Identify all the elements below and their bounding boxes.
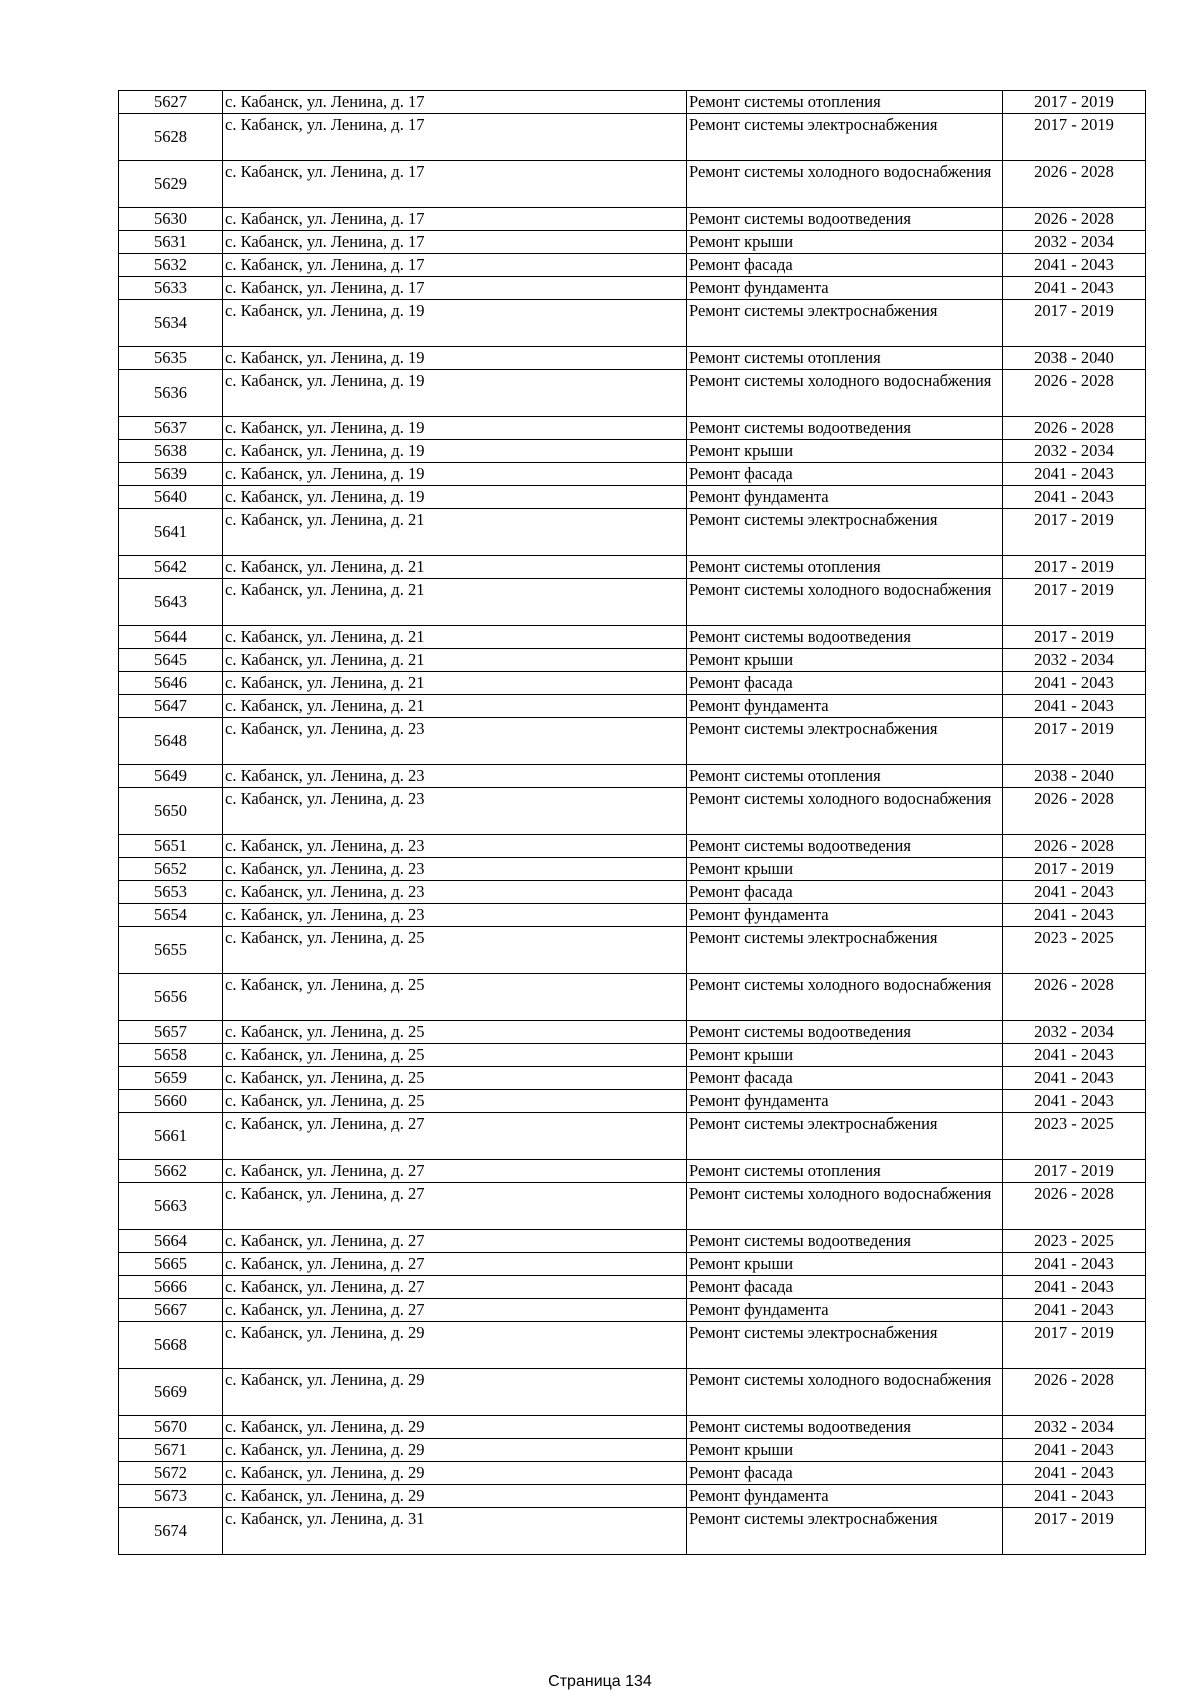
table-row <box>119 835 1146 858</box>
work-type-cell: Ремонт фасада <box>687 1462 1003 1485</box>
address-cell: с. Кабанск, ул. Ленина, д. 19 <box>223 347 687 370</box>
row-number-cell: 5660 <box>119 1090 223 1113</box>
work-type-cell: Ремонт фундамента <box>687 486 1003 509</box>
row-number-cell: 5627 <box>119 91 223 114</box>
work-type-cell: Ремонт фундамента <box>687 1485 1003 1508</box>
work-type-cell: Ремонт фундамента <box>687 277 1003 300</box>
table-row <box>119 649 1146 672</box>
table-row <box>119 1160 1146 1183</box>
years-cell: 2026 - 2028 <box>1003 835 1146 858</box>
work-type-cell: Ремонт фасада <box>687 672 1003 695</box>
table-row <box>119 695 1146 718</box>
address-cell: с. Кабанск, ул. Ленина, д. 29 <box>223 1322 687 1369</box>
table-row <box>119 1276 1146 1299</box>
row-number-cell: 5630 <box>119 208 223 231</box>
table-row <box>119 858 1146 881</box>
row-number-cell: 5635 <box>119 347 223 370</box>
years-cell: 2026 - 2028 <box>1003 208 1146 231</box>
table-row <box>119 91 1146 114</box>
years-cell: 2041 - 2043 <box>1003 254 1146 277</box>
years-cell: 2041 - 2043 <box>1003 695 1146 718</box>
years-cell: 2032 - 2034 <box>1003 440 1146 463</box>
address-cell: с. Кабанск, ул. Ленина, д. 23 <box>223 835 687 858</box>
row-number-cell: 5653 <box>119 881 223 904</box>
address-cell: с. Кабанск, ул. Ленина, д. 27 <box>223 1299 687 1322</box>
years-cell: 2041 - 2043 <box>1003 1276 1146 1299</box>
years-cell: 2017 - 2019 <box>1003 114 1146 161</box>
table-row <box>119 463 1146 486</box>
years-cell: 2023 - 2025 <box>1003 1113 1146 1160</box>
work-type-cell: Ремонт фасада <box>687 254 1003 277</box>
row-number-cell: 5652 <box>119 858 223 881</box>
address-cell: с. Кабанск, ул. Ленина, д. 17 <box>223 254 687 277</box>
row-number-cell: 5670 <box>119 1416 223 1439</box>
work-type-cell: Ремонт системы электроснабжения <box>687 114 1003 161</box>
row-number-cell: 5667 <box>119 1299 223 1322</box>
years-cell: 2023 - 2025 <box>1003 927 1146 974</box>
row-number-cell: 5644 <box>119 626 223 649</box>
years-cell: 2041 - 2043 <box>1003 1067 1146 1090</box>
years-cell: 2026 - 2028 <box>1003 1183 1146 1230</box>
work-type-cell: Ремонт системы холодного водоснабжения <box>687 579 1003 626</box>
years-cell: 2032 - 2034 <box>1003 649 1146 672</box>
address-cell: с. Кабанск, ул. Ленина, д. 21 <box>223 509 687 556</box>
years-cell: 2017 - 2019 <box>1003 300 1146 347</box>
work-type-cell: Ремонт крыши <box>687 1253 1003 1276</box>
years-cell: 2041 - 2043 <box>1003 672 1146 695</box>
work-type-cell: Ремонт системы отопления <box>687 1160 1003 1183</box>
work-type-cell: Ремонт системы электроснабжения <box>687 509 1003 556</box>
work-type-cell: Ремонт фасада <box>687 1276 1003 1299</box>
row-number-cell: 5638 <box>119 440 223 463</box>
address-cell: с. Кабанск, ул. Ленина, д. 27 <box>223 1113 687 1160</box>
years-cell: 2017 - 2019 <box>1003 1322 1146 1369</box>
row-number-cell: 5632 <box>119 254 223 277</box>
row-number-cell: 5658 <box>119 1044 223 1067</box>
table-row <box>119 556 1146 579</box>
table-row <box>119 208 1146 231</box>
row-number-cell: 5637 <box>119 417 223 440</box>
address-cell: с. Кабанск, ул. Ленина, д. 31 <box>223 1508 687 1555</box>
years-cell: 2041 - 2043 <box>1003 1299 1146 1322</box>
row-number-cell: 5633 <box>119 277 223 300</box>
work-type-cell: Ремонт системы холодного водоснабжения <box>687 1183 1003 1230</box>
row-number-cell: 5628 <box>119 114 223 161</box>
table-row <box>119 1416 1146 1439</box>
work-type-cell: Ремонт системы электроснабжения <box>687 1508 1003 1555</box>
row-number-cell: 5654 <box>119 904 223 927</box>
years-cell: 2041 - 2043 <box>1003 277 1146 300</box>
row-number-cell: 5672 <box>119 1462 223 1485</box>
years-cell: 2017 - 2019 <box>1003 858 1146 881</box>
table-row <box>119 1230 1146 1253</box>
row-number-cell: 5659 <box>119 1067 223 1090</box>
address-cell: с. Кабанск, ул. Ленина, д. 23 <box>223 881 687 904</box>
address-cell: с. Кабанск, ул. Ленина, д. 17 <box>223 91 687 114</box>
table-row <box>119 1090 1146 1113</box>
table-row <box>119 1485 1146 1508</box>
years-cell: 2041 - 2043 <box>1003 1439 1146 1462</box>
address-cell: с. Кабанск, ул. Ленина, д. 29 <box>223 1485 687 1508</box>
table-row <box>119 1067 1146 1090</box>
page-number: Страница 134 <box>548 1673 652 1690</box>
work-type-cell: Ремонт крыши <box>687 649 1003 672</box>
address-cell: с. Кабанск, ул. Ленина, д. 21 <box>223 626 687 649</box>
work-type-cell: Ремонт фундамента <box>687 695 1003 718</box>
row-number-cell: 5655 <box>119 927 223 974</box>
row-number-cell: 5665 <box>119 1253 223 1276</box>
row-number-cell: 5646 <box>119 672 223 695</box>
years-cell: 2017 - 2019 <box>1003 1508 1146 1555</box>
address-cell: с. Кабанск, ул. Ленина, д. 23 <box>223 788 687 835</box>
address-cell: с. Кабанск, ул. Ленина, д. 21 <box>223 695 687 718</box>
table-row <box>119 904 1146 927</box>
work-type-cell: Ремонт системы отопления <box>687 91 1003 114</box>
address-cell: с. Кабанск, ул. Ленина, д. 19 <box>223 486 687 509</box>
table-row <box>119 1322 1146 1369</box>
work-type-cell: Ремонт системы электроснабжения <box>687 1322 1003 1369</box>
years-cell: 2041 - 2043 <box>1003 463 1146 486</box>
work-type-cell: Ремонт системы холодного водоснабжения <box>687 370 1003 417</box>
work-type-cell: Ремонт системы электроснабжения <box>687 927 1003 974</box>
table-row <box>119 440 1146 463</box>
row-number-cell: 5661 <box>119 1113 223 1160</box>
address-cell: с. Кабанск, ул. Ленина, д. 17 <box>223 114 687 161</box>
address-cell: с. Кабанск, ул. Ленина, д. 19 <box>223 417 687 440</box>
table-row <box>119 1439 1146 1462</box>
work-type-cell: Ремонт крыши <box>687 1439 1003 1462</box>
table-row <box>119 370 1146 417</box>
work-type-cell: Ремонт системы холодного водоснабжения <box>687 974 1003 1021</box>
table-row <box>119 927 1146 974</box>
years-cell: 2026 - 2028 <box>1003 974 1146 1021</box>
address-cell: с. Кабанск, ул. Ленина, д. 19 <box>223 463 687 486</box>
years-cell: 2041 - 2043 <box>1003 1485 1146 1508</box>
table-row <box>119 1253 1146 1276</box>
repair-schedule-table <box>118 90 1146 1555</box>
table-row <box>119 1021 1146 1044</box>
table-row <box>119 974 1146 1021</box>
table-row <box>119 509 1146 556</box>
years-cell: 2023 - 2025 <box>1003 1230 1146 1253</box>
table-row <box>119 1508 1146 1555</box>
row-number-cell: 5641 <box>119 509 223 556</box>
row-number-cell: 5668 <box>119 1322 223 1369</box>
table-row <box>119 231 1146 254</box>
years-cell: 2041 - 2043 <box>1003 1044 1146 1067</box>
work-type-cell: Ремонт фундамента <box>687 1299 1003 1322</box>
work-type-cell: Ремонт системы водоотведения <box>687 417 1003 440</box>
years-cell: 2038 - 2040 <box>1003 347 1146 370</box>
row-number-cell: 5631 <box>119 231 223 254</box>
years-cell: 2041 - 2043 <box>1003 1090 1146 1113</box>
row-number-cell: 5662 <box>119 1160 223 1183</box>
years-cell: 2041 - 2043 <box>1003 1462 1146 1485</box>
table-row <box>119 277 1146 300</box>
years-cell: 2017 - 2019 <box>1003 509 1146 556</box>
work-type-cell: Ремонт системы водоотведения <box>687 835 1003 858</box>
table-row <box>119 788 1146 835</box>
years-cell: 2032 - 2034 <box>1003 1416 1146 1439</box>
work-type-cell: Ремонт системы электроснабжения <box>687 300 1003 347</box>
table-row <box>119 1462 1146 1485</box>
work-type-cell: Ремонт крыши <box>687 231 1003 254</box>
address-cell: с. Кабанск, ул. Ленина, д. 19 <box>223 440 687 463</box>
table-row <box>119 486 1146 509</box>
address-cell: с. Кабанск, ул. Ленина, д. 19 <box>223 300 687 347</box>
address-cell: с. Кабанск, ул. Ленина, д. 25 <box>223 1021 687 1044</box>
table-row <box>119 1183 1146 1230</box>
work-type-cell: Ремонт системы водоотведения <box>687 208 1003 231</box>
address-cell: с. Кабанск, ул. Ленина, д. 27 <box>223 1183 687 1230</box>
table-row <box>119 114 1146 161</box>
work-type-cell: Ремонт системы отопления <box>687 556 1003 579</box>
address-cell: с. Кабанск, ул. Ленина, д. 29 <box>223 1369 687 1416</box>
row-number-cell: 5650 <box>119 788 223 835</box>
years-cell: 2041 - 2043 <box>1003 881 1146 904</box>
address-cell: с. Кабанск, ул. Ленина, д. 17 <box>223 208 687 231</box>
table-row <box>119 881 1146 904</box>
work-type-cell: Ремонт фасада <box>687 463 1003 486</box>
work-type-cell: Ремонт крыши <box>687 858 1003 881</box>
years-cell: 2026 - 2028 <box>1003 1369 1146 1416</box>
table-body <box>119 91 1146 1555</box>
row-number-cell: 5656 <box>119 974 223 1021</box>
work-type-cell: Ремонт фасада <box>687 881 1003 904</box>
address-cell: с. Кабанск, ул. Ленина, д. 19 <box>223 370 687 417</box>
row-number-cell: 5636 <box>119 370 223 417</box>
years-cell: 2017 - 2019 <box>1003 626 1146 649</box>
work-type-cell: Ремонт системы водоотведения <box>687 626 1003 649</box>
row-number-cell: 5664 <box>119 1230 223 1253</box>
years-cell: 2017 - 2019 <box>1003 556 1146 579</box>
row-number-cell: 5645 <box>119 649 223 672</box>
years-cell: 2032 - 2034 <box>1003 1021 1146 1044</box>
row-number-cell: 5643 <box>119 579 223 626</box>
years-cell: 2026 - 2028 <box>1003 370 1146 417</box>
work-type-cell: Ремонт системы электроснабжения <box>687 718 1003 765</box>
address-cell: с. Кабанск, ул. Ленина, д. 23 <box>223 904 687 927</box>
table-row <box>119 765 1146 788</box>
address-cell: с. Кабанск, ул. Ленина, д. 17 <box>223 277 687 300</box>
work-type-cell: Ремонт системы электроснабжения <box>687 1113 1003 1160</box>
years-cell: 2017 - 2019 <box>1003 579 1146 626</box>
table-row <box>119 254 1146 277</box>
address-cell: с. Кабанск, ул. Ленина, д. 27 <box>223 1230 687 1253</box>
table-row <box>119 1113 1146 1160</box>
years-cell: 2041 - 2043 <box>1003 1253 1146 1276</box>
address-cell: с. Кабанск, ул. Ленина, д. 25 <box>223 927 687 974</box>
work-type-cell: Ремонт крыши <box>687 1044 1003 1067</box>
years-cell: 2041 - 2043 <box>1003 904 1146 927</box>
address-cell: с. Кабанск, ул. Ленина, д. 27 <box>223 1276 687 1299</box>
row-number-cell: 5642 <box>119 556 223 579</box>
address-cell: с. Кабанск, ул. Ленина, д. 21 <box>223 579 687 626</box>
address-cell: с. Кабанск, ул. Ленина, д. 17 <box>223 231 687 254</box>
row-number-cell: 5651 <box>119 835 223 858</box>
address-cell: с. Кабанск, ул. Ленина, д. 25 <box>223 974 687 1021</box>
work-type-cell: Ремонт системы холодного водоснабжения <box>687 1369 1003 1416</box>
work-type-cell: Ремонт системы водоотведения <box>687 1021 1003 1044</box>
table-row <box>119 672 1146 695</box>
address-cell: с. Кабанск, ул. Ленина, д. 23 <box>223 718 687 765</box>
table-row <box>119 347 1146 370</box>
table-row <box>119 1044 1146 1067</box>
work-type-cell: Ремонт фундамента <box>687 904 1003 927</box>
row-number-cell: 5629 <box>119 161 223 208</box>
address-cell: с. Кабанск, ул. Ленина, д. 25 <box>223 1090 687 1113</box>
work-type-cell: Ремонт системы холодного водоснабжения <box>687 788 1003 835</box>
work-type-cell: Ремонт фундамента <box>687 1090 1003 1113</box>
years-cell: 2038 - 2040 <box>1003 765 1146 788</box>
table-row <box>119 417 1146 440</box>
row-number-cell: 5666 <box>119 1276 223 1299</box>
years-cell: 2032 - 2034 <box>1003 231 1146 254</box>
address-cell: с. Кабанск, ул. Ленина, д. 21 <box>223 649 687 672</box>
row-number-cell: 5649 <box>119 765 223 788</box>
address-cell: с. Кабанск, ул. Ленина, д. 21 <box>223 556 687 579</box>
address-cell: с. Кабанск, ул. Ленина, д. 25 <box>223 1067 687 1090</box>
table-row <box>119 718 1146 765</box>
years-cell: 2017 - 2019 <box>1003 718 1146 765</box>
work-type-cell: Ремонт фасада <box>687 1067 1003 1090</box>
address-cell: с. Кабанск, ул. Ленина, д. 17 <box>223 161 687 208</box>
work-type-cell: Ремонт системы холодного водоснабжения <box>687 161 1003 208</box>
row-number-cell: 5663 <box>119 1183 223 1230</box>
row-number-cell: 5669 <box>119 1369 223 1416</box>
row-number-cell: 5647 <box>119 695 223 718</box>
row-number-cell: 5673 <box>119 1485 223 1508</box>
table-row <box>119 161 1146 208</box>
address-cell: с. Кабанск, ул. Ленина, д. 29 <box>223 1462 687 1485</box>
table-row <box>119 1299 1146 1322</box>
table-row <box>119 579 1146 626</box>
address-cell: с. Кабанск, ул. Ленина, д. 25 <box>223 1044 687 1067</box>
years-cell: 2041 - 2043 <box>1003 486 1146 509</box>
work-type-cell: Ремонт системы отопления <box>687 765 1003 788</box>
years-cell: 2026 - 2028 <box>1003 161 1146 208</box>
address-cell: с. Кабанск, ул. Ленина, д. 21 <box>223 672 687 695</box>
work-type-cell: Ремонт системы водоотведения <box>687 1416 1003 1439</box>
address-cell: с. Кабанск, ул. Ленина, д. 23 <box>223 858 687 881</box>
row-number-cell: 5671 <box>119 1439 223 1462</box>
work-type-cell: Ремонт крыши <box>687 440 1003 463</box>
address-cell: с. Кабанск, ул. Ленина, д. 29 <box>223 1416 687 1439</box>
work-type-cell: Ремонт системы водоотведения <box>687 1230 1003 1253</box>
years-cell: 2026 - 2028 <box>1003 417 1146 440</box>
address-cell: с. Кабанск, ул. Ленина, д. 23 <box>223 765 687 788</box>
years-cell: 2017 - 2019 <box>1003 1160 1146 1183</box>
table-row <box>119 626 1146 649</box>
row-number-cell: 5657 <box>119 1021 223 1044</box>
years-cell: 2026 - 2028 <box>1003 788 1146 835</box>
row-number-cell: 5648 <box>119 718 223 765</box>
work-type-cell: Ремонт системы отопления <box>687 347 1003 370</box>
row-number-cell: 5639 <box>119 463 223 486</box>
row-number-cell: 5634 <box>119 300 223 347</box>
table-row <box>119 300 1146 347</box>
row-number-cell: 5674 <box>119 1508 223 1555</box>
address-cell: с. Кабанск, ул. Ленина, д. 27 <box>223 1253 687 1276</box>
address-cell: с. Кабанск, ул. Ленина, д. 29 <box>223 1439 687 1462</box>
address-cell: с. Кабанск, ул. Ленина, д. 27 <box>223 1160 687 1183</box>
years-cell: 2017 - 2019 <box>1003 91 1146 114</box>
row-number-cell: 5640 <box>119 486 223 509</box>
table-row <box>119 1369 1146 1416</box>
